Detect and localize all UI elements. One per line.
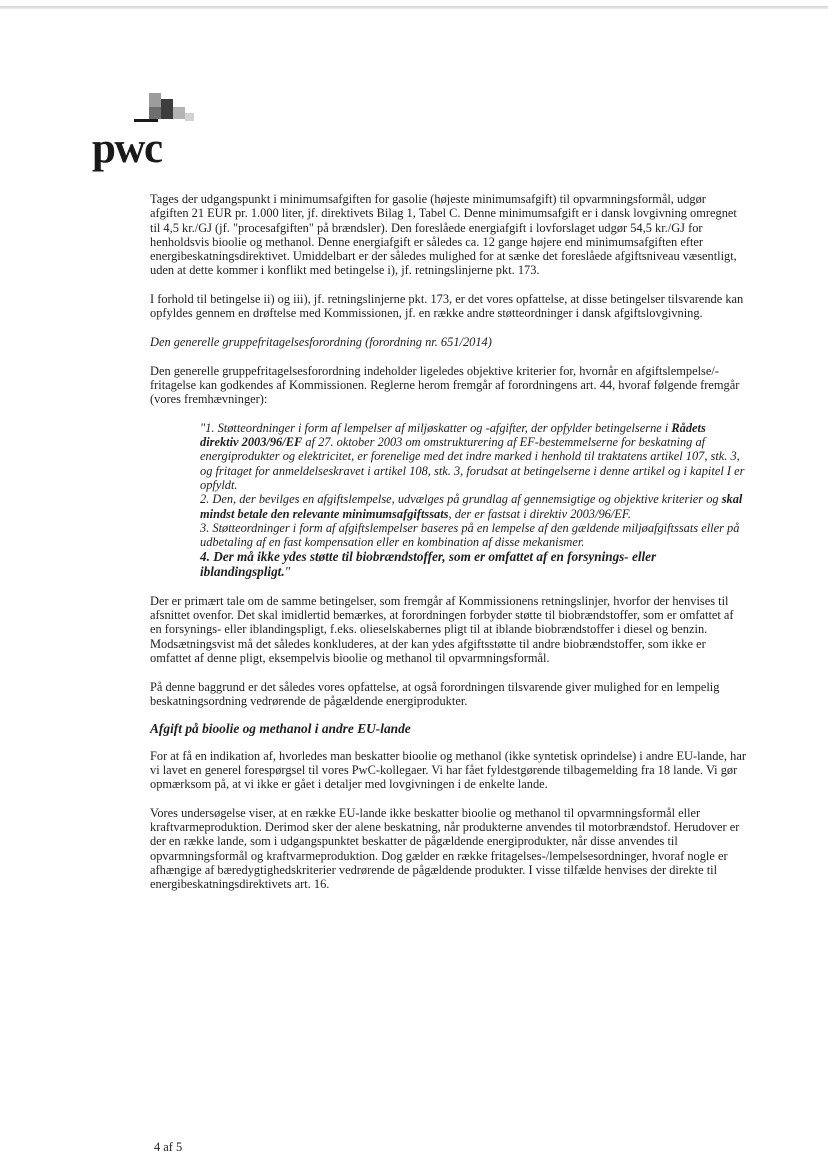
top-border xyxy=(0,6,828,9)
logo-underline xyxy=(134,119,158,122)
pwc-logo xyxy=(92,93,202,173)
section-heading: Den generelle gruppefritagelsesforordning (forordning nr. 651/2014) xyxy=(150,334,492,349)
paragraph: I forhold til betingelse ii) og iii), jf. retningslinjerne pkt. 173, er det vores opfattelse, at disse betingelser tilsvarende kan opfyldes gennem en drøftelse med Kommissionen, jf. en række andre støtteordninger i dansk afgiftslovgivning. xyxy=(150,292,744,321)
regulation-quote xyxy=(200,421,746,580)
paragraph: På denne baggrund er det således vores opfattelse, at også forordningen tilsvarende giver mulighed for en lempelig beskatningsordning vedrørende de pågældende energiprodukter. xyxy=(150,679,720,708)
quote-item: "1. Støtteordninger i form af lempelser af miljøskatter og -afgifter, der opfylder betingelserne i Rådets direktiv 2003/96/EF af 27. oktober 2003 om omstrukturering af EF-bestemmelserne for beskatning af energiprodukter og elektricitet, er forenelige med det indre marked i henhold til traktatens artikel 107, stk. 3, og fritaget for anmeldelseskravet i artikel 108, stk. 3, forudsat at betingelserne i denne artikel og i kapitel I er opfyldt. xyxy=(200,420,745,492)
logo-square xyxy=(185,113,194,121)
paragraph: Vores undersøgelse viser, at en række EU-lande ikke beskatter bioolie og methanol til opvarmningsformål eller kraftvarmeproduktion. Derimod sker der alene beskatning, når produkterne anvendes til motorbrændstof. Herudover er der en række lande, som i udgangspunktet beskatter de pågældende energiprodukter, når disse anvendes til opvarmningsformål og kraftvarmeproduktion. Dog gælder en række fritagelses-/lempelsesordninger, hvoraf nogle er afhængige af bæredygtighedskriterier vedrørende de pågældende produkter. I visse tilfælde henvises der direkte til energibeskatningsdirektivets art. 16. xyxy=(150,805,740,892)
paragraph: Den generelle gruppefritagelsesforordning indeholder ligeledes objektive kriterier for, hvornår en afgiftslempelse/-fritagelse kan godkendes af Kommissionen. Reglerne herom fremgår af forordningens art. 44, hvoraf følgende fremgår (vores fremhævninger): xyxy=(150,363,740,407)
paragraph: Tages der udgangspunkt i minimumsafgiften for gasolie (højeste minimumsafgift) til opvarmningsformål, udgør afgiften 21 EUR pr. 1.000 liter, jf. direktivets Bilag 1, Tabel C. Denne minimumsafgift er i dansk lovgivning omregnet til 4,5 kr./GJ (jf. "procesafgiften" på brændsler). Den foreslåede energiafgift i lovforslaget udgør 54,5 kr./GJ for henholdsvis bioolie og methanol. Denne energiafgift er således ca. 12 gange højere end minimumsafgiften efter energibeskatningsdirektivet. Umiddelbart er der således mulighed for at sænke det foreslåede afgiftsniveau væsentligt, uden at dette kommer i konflikt med betingelse i), jf. retningslinjerne pkt. 173. xyxy=(150,192,737,278)
logo-square xyxy=(161,99,173,119)
logo-square xyxy=(149,93,161,107)
page-number: 4 af 5 xyxy=(154,1140,183,1154)
paragraph: Der er primært tale om de samme betingelser, som fremgår af Kommissionens retningslinjer, hvorfor der henvises til afsnittet ovenfor. Det skal imidlertid bemærkes, at forordningen forbyder støtte til biobrændstoffer, som er omfattet af en forsynings- eller iblandingspligt, f.eks. olieselskabernes pligt til at iblande biobrændstoffer i diesel og benzin. Modsætningsvist må det således konkluderes, at der kan ydes afgiftsstøtte til andre biobrændstoffer, som ikke er omfattet af denne pligt, eksempelvis bioolie og methanol til opvarmningsformål. xyxy=(150,593,734,665)
logo-square xyxy=(173,107,185,119)
logo-square xyxy=(149,107,161,119)
document-body xyxy=(150,192,746,906)
quote-item: 3. Støtteordninger i form af afgiftslempelser baseres på en lempelse af den gældende miljøafgiftssats eller på udbetaling af en fast kompensation eller en kombination af disse mekanismer. xyxy=(200,520,740,550)
quote-item: 4. Der må ikke ydes støtte til biobrændstoffer, som er omfattet af en forsynings- eller iblandingspligt." xyxy=(200,549,657,580)
paragraph: For at få en indikation af, hvorledes man beskatter bioolie og methanol (ikke syntetisk oprindelse) i andre EU-lande, har vi lavet en generel forespørgsel til vores PwC-kollegaer. Vi har fået fyldestgørende tilbagemelding fra 18 lande. Vi gør opmærksom på, at vi ikke er gået i detaljer med lovgivningen i de enkelte lande. xyxy=(150,748,746,792)
section-heading: Afgift på bioolie og methanol i andre EU-lande xyxy=(150,721,411,737)
quote-item: 2. Den, der bevilges en afgiftslempelse, udvælges på grundlag af gennemsigtige og objektive kriterier og skal mindst betale den relevante minimumsafgiftssats, der er fastsat i direktiv 2003/96/EF. xyxy=(200,492,743,521)
logo-wordmark: pwc xyxy=(92,125,162,172)
